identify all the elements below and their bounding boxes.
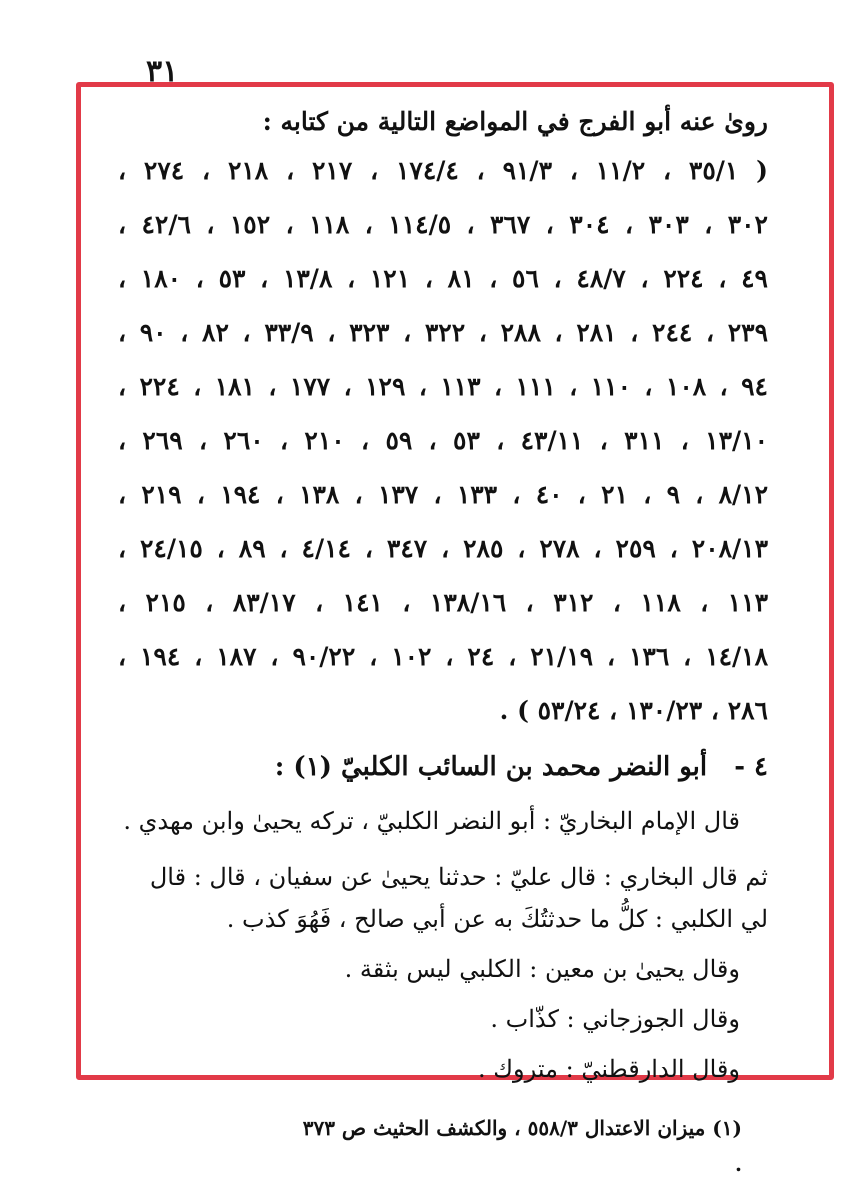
paragraph: ثم قال البخاري : قال عليّ : حدثنا يحيىٰ عن سفيان ، قال : قال لي الكلبي : كلُّ ما حدثتُكَ به عن أبي صالح ، فَهُوَ كذب . [149,863,768,933]
reference-line: ٩٤ ، ١٠٨ ، ١١٠ ، ١١١ ، ١١٣ ، ١٢٩ ، ١٧٧ ، ١٨١ ، ٢٢٤ ، [118,372,768,401]
intro-line: روىٰ عنه أبو الفرج في المواضع التالية من كتابه : [262,107,768,136]
reference-line: ( ٣٥/١ ، ١١/٢ ، ٩١/٣ ، ١٧٤/٤ ، ٢١٧ ، ٢١٨ ، ٢٧٤ ، [118,156,768,185]
paragraph: وقال الدارقطنيّ : متروك . [478,1055,740,1083]
reference-list [118,144,768,738]
reference-line: ٢٠٨/١٣ ، ٢٥٩ ، ٢٧٨ ، ٢٨٥ ، ٣٤٧ ، ٤/١٤ ، ٨٩ ، ٢٤/١٥ ، [118,534,769,563]
reference-line: ١٣/١٠ ، ٣١١ ، ٤٣/١١ ، ٥٣ ، ٥٩ ، ٢١٠ ، ٢٦٠ ، ٢٦٩ ، [118,426,769,455]
reference-line: ١١٣ ، ١١٨ ، ٣١٢ ، ١٣٨/١٦ ، ١٤١ ، ٨٣/١٧ ، ٢١٥ ، [118,588,769,617]
reference-line: ٣٠٢ ، ٣٠٣ ، ٣٠٤ ، ٣٦٧ ، ١١٤/٥ ، ١١٨ ، ١٥٢ ، ٤٢/٦ ، [118,210,768,239]
reference-line: ٢٣٩ ، ٢٤٤ ، ٢٨١ ، ٢٨٨ ، ٣٢٢ ، ٣٢٣ ، ٣٣/٩ ، ٨٢ ، ٩٠ ، [118,318,769,347]
paragraph-gap [118,842,768,856]
main-text [118,100,768,1090]
paragraph: وقال الجوزجاني : كذّاب . [490,1005,740,1033]
section-title: أبو النضر محمد بن السائب الكلبيّ (١) : [274,752,708,782]
section-heading [118,740,768,794]
page-number: ٣١ [146,54,179,89]
section-number: ٤ - [734,752,768,782]
reference-line: ١٤/١٨ ، ١٣٦ ، ٢١/١٩ ، ٢٤ ، ١٠٢ ، ٩٠/٢٢ ، ١٨٧ ، ١٩٤ ، [118,642,769,671]
reference-line: ٢٨٦ ، ١٣٠/٢٣ ، ٥٣/٢٤ ) . [499,696,768,725]
paragraph: وقال يحيىٰ بن معين : الكلبي ليس بثقة . [344,955,740,983]
footnote: (١) ميزان الاعتدال ٥٥٨/٣ ، والكشف الحثيث ص ٣٧٣ . [302,1116,742,1176]
paragraph: قال الإمام البخاريّ : أبو النضر الكلبيّ ، تركه يحيىٰ وابن مهدي . [123,807,740,835]
reference-line: ٨/١٢ ، ٩ ، ٢١ ، ٤٠ ، ١٣٣ ، ١٣٧ ، ١٣٨ ، ١٩٤ ، ٢١٩ ، [118,480,769,509]
reference-line: ٤٩ ، ٢٢٤ ، ٤٨/٧ ، ٥٦ ، ٨١ ، ١٢١ ، ١٣/٨ ، ٥٣ ، ١٨٠ ، [118,264,768,293]
